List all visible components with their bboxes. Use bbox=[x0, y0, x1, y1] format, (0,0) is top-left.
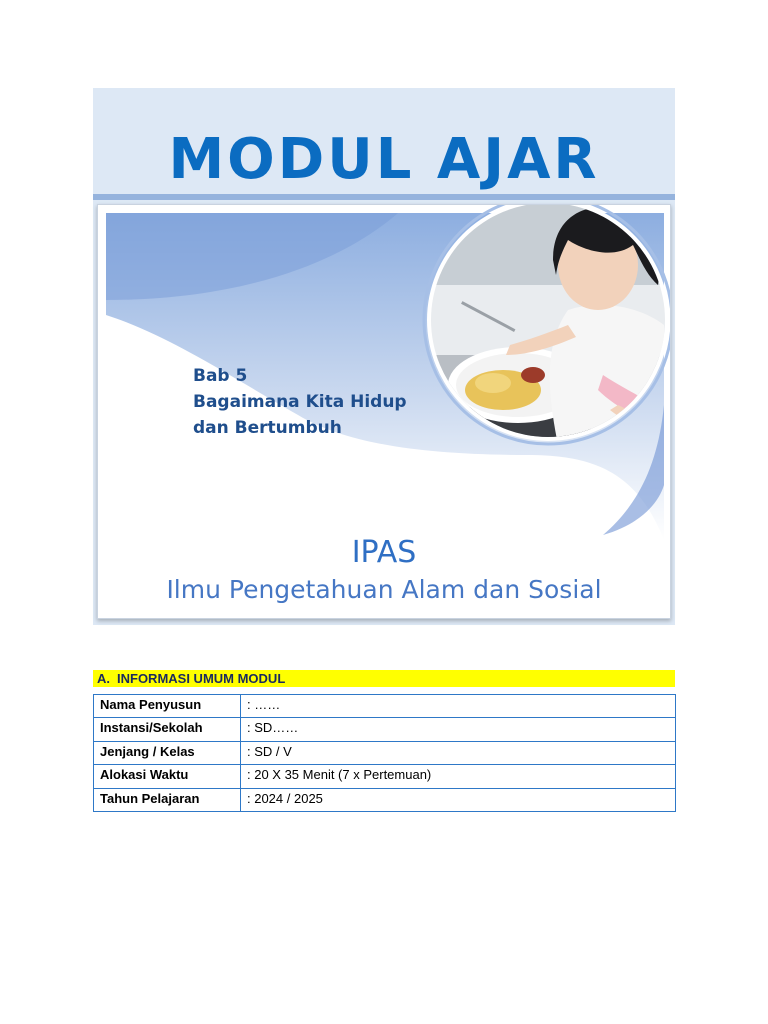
module-title: MODUL AJAR bbox=[168, 127, 600, 192]
row-value: : …… bbox=[241, 695, 676, 718]
subject-short: IPAS bbox=[351, 535, 417, 570]
table-row bbox=[94, 765, 676, 788]
row-label: Nama Penyusun bbox=[94, 695, 241, 718]
section-number: A. bbox=[97, 671, 110, 686]
row-label: Alokasi Waktu bbox=[94, 765, 241, 788]
chapter-heading bbox=[193, 363, 407, 441]
row-value: : 2024 / 2025 bbox=[241, 788, 676, 811]
chapter-title-line-2: dan Bertumbuh bbox=[193, 418, 342, 438]
subject-full-name: Ilmu Pengetahuan Alam dan Sosial bbox=[166, 575, 602, 604]
row-value: : SD / V bbox=[241, 741, 676, 764]
row-label: Jenjang / Kelas bbox=[94, 741, 241, 764]
chapter-title-line-1: Bagaimana Kita Hidup bbox=[193, 392, 407, 412]
row-value: : SD…… bbox=[241, 718, 676, 741]
cover-illustration-frame bbox=[97, 204, 671, 619]
section-heading bbox=[93, 670, 675, 687]
table-row bbox=[94, 788, 676, 811]
chapter-number: Bab 5 bbox=[193, 366, 248, 386]
general-info-table bbox=[93, 694, 676, 812]
cover-panel bbox=[93, 88, 675, 625]
table-row bbox=[94, 695, 676, 718]
table-row bbox=[94, 741, 676, 764]
table-row bbox=[94, 718, 676, 741]
row-label: Instansi/Sekolah bbox=[94, 718, 241, 741]
row-label: Tahun Pelajaran bbox=[94, 788, 241, 811]
section-title: INFORMASI UMUM MODUL bbox=[117, 671, 286, 686]
row-value: : 20 X 35 Menit (7 x Pertemuan) bbox=[241, 765, 676, 788]
title-divider bbox=[93, 194, 675, 200]
